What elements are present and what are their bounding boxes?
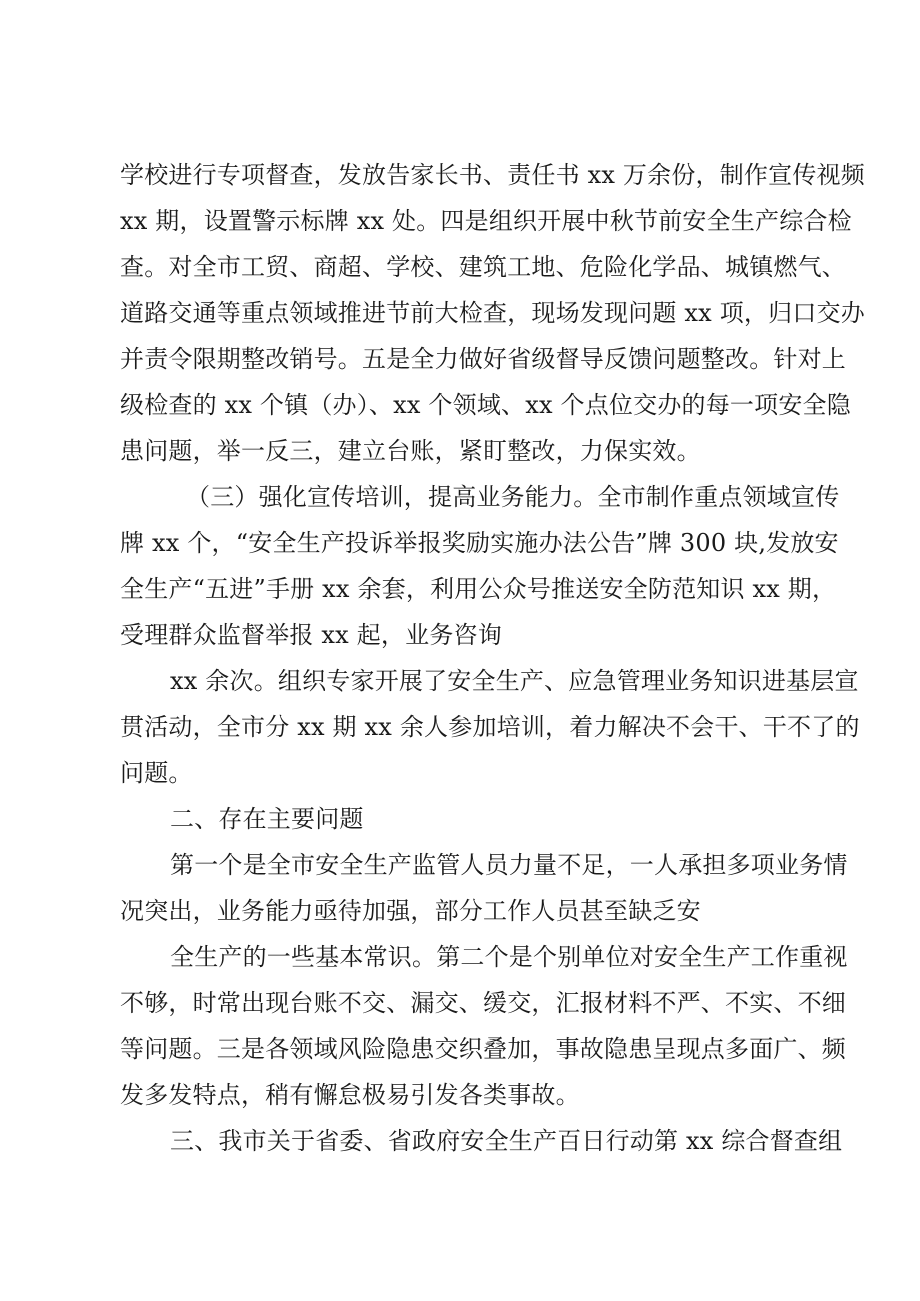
text-line: 查。对全市工贸、商超、学校、建筑工地、危险化学品、城镇燃气、 [120, 253, 846, 281]
text-line: 第一个是全市安全生产监管人员力量不足，一人承担多项业务情 [170, 851, 848, 879]
text-line: 全生产的一些基本常识。第二个是个别单位对安全生产工作重视 [170, 943, 848, 971]
text-line: 牌 xx 个，“安全生产投诉举报奖励实施办法公告”牌 300 块,发放安 [120, 529, 839, 557]
text-line: xx 期，设置警示标牌 xx 处。四是组织开展中秋节前安全生产综合检 [120, 207, 852, 235]
text-line: 问题。 [120, 759, 193, 787]
text-line: 不够，时常出现台账不交、漏交、缓交，汇报材料不严、不实、不细 [120, 989, 846, 1017]
section-heading-3-main: 三、我市关于省委、省政府安全生产百日行动第 xx 综合督查组 [170, 1127, 843, 1155]
text-line: 全生产“五进”手册 xx 余套，利用公众号推送安全防范知识 xx 期， [120, 575, 837, 603]
text-line: 发多发特点，稍有懈怠极易引发各类事故。 [120, 1081, 580, 1109]
text-line: 道路交通等重点领域推进节前大检查，现场发现问题 xx 项，归口交办 [120, 299, 865, 327]
text-line: xx 余次。组织专家开展了安全生产、应急管理业务知识进基层宣 [170, 667, 859, 695]
section-heading-3: （三）强化宣传培训，提高业务能力。全市制作重点领域宣传 [186, 483, 840, 511]
text-line: 等问题。三是各领域风险隐患交织叠加，事故隐患呈现点多面广、频 [120, 1035, 846, 1063]
text-line: 况突出，业务能力亟待加强，部分工作人员甚至缺乏安 [120, 897, 701, 925]
text-line: 学校进行专项督查，发放告家长书、责任书 xx 万余份，制作宣传视频 [120, 161, 865, 189]
section-heading-2: 二、存在主要问题 [170, 805, 364, 833]
text-line: 并责令限期整改销号。五是全力做好省级督导反馈问题整改。针对上 [120, 345, 846, 373]
text-line: 级检查的 xx 个镇（办）、xx 个领域、xx 个点位交办的每一项安全隐 [120, 391, 851, 419]
text-line: 受理群众监督举报 xx 起，业务咨询 [120, 621, 502, 649]
text-line: 患问题，举一反三，建立台账，紧盯整改，力保实效。 [120, 437, 701, 465]
text-line: 贯活动，全市分 xx 期 xx 余人参加培训，着力解决不会干、干不了的 [120, 713, 860, 741]
